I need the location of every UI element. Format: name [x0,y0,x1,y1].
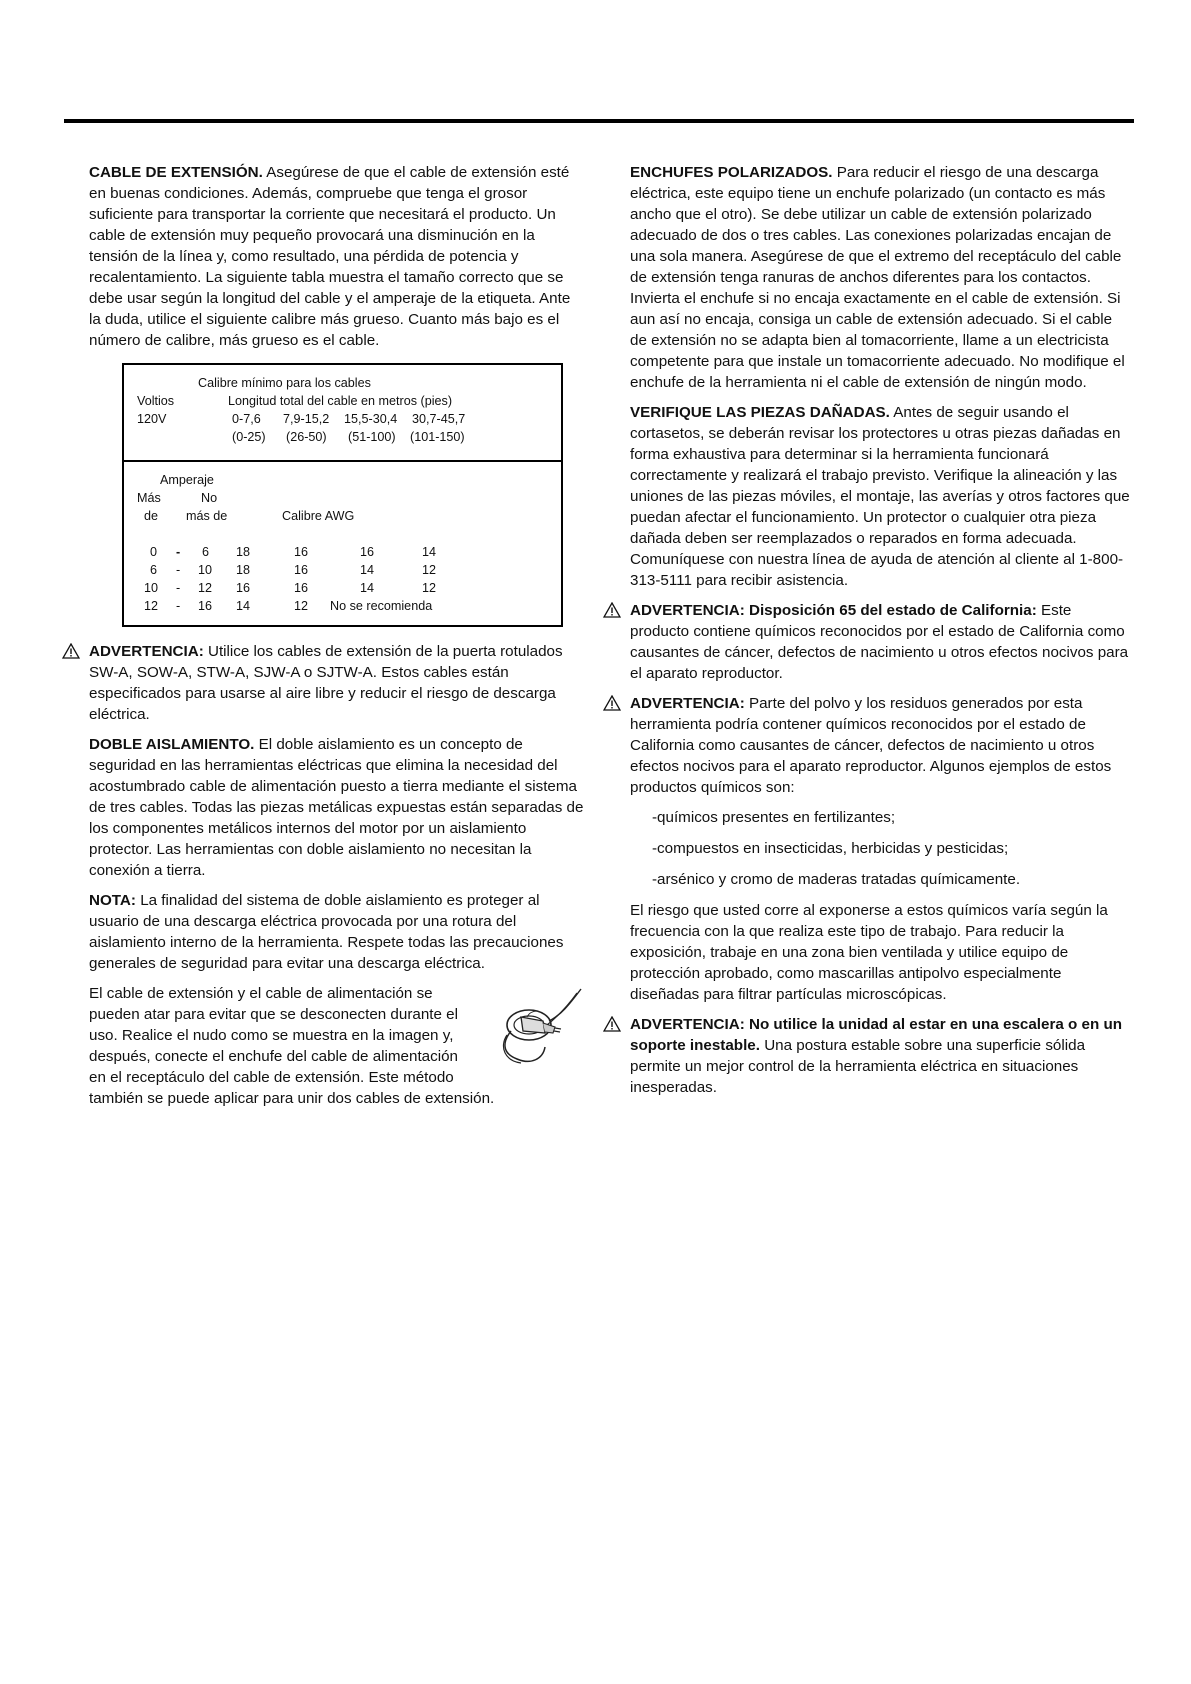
meters-range-4: 30,7-45,7 [412,412,466,426]
warning-title: ADVERTENCIA: [630,695,745,712]
warning-icon [603,602,621,618]
right-column [630,162,1132,1107]
exposure-risk-paragraph: El riesgo que usted corre al exponerse a estos químicos varía según la frecuencia con la que realiza este tipo de trabajo. Para reducir la exposición, trabaje en una zona bien ventilada y utilice equipo de protección aprobado, como mascarillas antipolvo especialmente diseñadas para filtrar partículas microscópicas. [630,902,1108,1003]
length-label: Longitud total del cable en metros (pies) [228,394,453,408]
list-item: -químicos presentes en fertilizantes; [652,809,896,826]
de-label: de [144,509,159,523]
warning-prop65: ADVERTENCIA: Disposición 65 del estado de California: Este producto contiene químicos reconocidos por el estado de California como causantes de cáncer, defectos de nacimiento u otros efectos nocivos para el aparato reproductor. [630,600,1132,684]
extension-cord-title: CABLE DE EXTENSIÓN. [89,164,263,181]
wire-gauge-table [122,363,563,627]
warning-ladder: ADVERTENCIA: No utilice la unidad al estar en una escalera o en un soporte inestable. Una postura estable sobre una superficie sólida permite un mejor control de la herramienta eléctrica en situaciones inesperadas. [630,1014,1132,1098]
warning-icon [62,643,80,659]
header-rule [64,119,1134,123]
amperage-label: Amperaje [160,473,214,487]
damaged-parts-paragraph: VERIFIQUE LAS PIEZAS DAÑADAS. Antes de seguir usando el cortasetos, se deberán revisar los protectores u otras piezas dañadas en forma exhaustiva para determinar si la herramienta funcionará correctamente y realizará el trabajo previsto. Verifique la alineación y las uniones de las piezas móviles, el montaje, las averías y otros factores que puedan afectar el funcionamiento. Un protector o cualquier otra pieza dañada deben ser reemplazados o reparados en forma adecuada. Comuníquese con nuestra línea de ayuda de atención al cliente al 1-800-313-5111 para recibir asistencia. [630,404,1130,589]
damaged-parts-title: VERIFIQUE LAS PIEZAS DAÑADAS. [630,404,890,421]
cord-knot-section [89,983,585,1109]
warning-icon [603,1016,621,1032]
cord-knot-paragraph: El cable de extensión y el cable de alimentación se pueden atar para evitar que se desconecten durante el uso. Realice el nudo como se muestra en la imagen y, después, conecte el enchufe del cable de alimentación en el receptáculo del cable de extensión. Este método también se puede aplicar para unir dos cables de extensión. [89,985,495,1107]
table-header [124,365,561,462]
volts-label: Voltios [137,394,175,408]
meters-range-3: 15,5-30,4 [344,412,398,426]
list-item: -compuestos en insecticidas, herbicidas y pesticidas; [652,840,1009,857]
left-column [89,162,585,1118]
meters-range-2: 7,9-15,2 [283,412,330,426]
list-item: -arsénico y cromo de maderas tratadas químicamente. [652,871,1021,888]
mas-de-label: más de [186,509,228,523]
polarized-plugs-title: ENCHUFES POLARIZADOS. [630,164,833,181]
warning-title: ADVERTENCIA: No utilice la unidad al estar en una escalera o en un soporte inestable. [630,1016,1123,1054]
more-than-label: Más [137,491,161,505]
warning-icon [603,695,621,711]
cord-knot-illustration [499,987,583,1069]
note-paragraph: NOTA: La finalidad del sistema de doble aislamiento es proteger al usuario de una descarga eléctrica provocada por una rotura del aislamiento interno de la herramienta. Respete todas las precauciones generales de seguridad para evitar una descarga eléctrica. [89,892,564,972]
polarized-plugs-paragraph: ENCHUFES POLARIZADOS. Para reducir el riesgo de una descarga eléctrica, este equipo tiene un enchufe polarizado (un contacto es más ancho que el otro). Se debe utilizar un cable de extensión polarizado adecuado de dos o tres cables. Las conexiones polarizadas encajan de una sola manera. Asegúrese de que el extremo del receptáculo del cable de extensión tenga ranuras de anchos diferentes para los contactos. Invierta el enchufe si no encaja exactamente en el cable de extensión. Si aun así no encaja, consiga un cable de extensión adecuado. Si el cable de extensión no se adapta bien al tomacorriente, llame a un electricista competente para que instale un tomacorriente adecuado. No modifique el enchufe de la herramienta ni el cable de extensión de ningún modo. [630,164,1125,391]
warning-dust: ADVERTENCIA: Parte del polvo y los residuos generados por esta herramienta podría contener químicos reconocidos por el estado de California como causantes de cáncer, defectos de nacimiento u otros efectos nocivos para el aparato reproductor. Algunos ejemplos de estos productos químicos son: [630,693,1132,798]
feet-range-3: (51-100) [348,430,396,444]
double-insulation-title: DOBLE AISLAMIENTO. [89,736,255,753]
note-title: NOTA: [89,892,136,909]
table-heading: Calibre mínimo para los cables [198,376,371,390]
table-body: Amperaje Más No de más de Calibre AWG 0 - 6 18 16 16 14 6 - 10 18 16 14 12 10 - 12 16 16 14 12 12 - 16 14 12 No se recomienda [137,473,437,613]
double-insulation-paragraph: DOBLE AISLAMIENTO. El doble aislamiento es un concepto de seguridad en las herramientas eléctricas que elimina la necesidad del acostumbrado cable de alimentación puesto a tierra mediante el sistema de tres cables. Todas las piezas metálicas expuestas están separadas de los componentes metálicos internos del motor por un aislamiento protector. Las herramientas con doble aislamiento no necesitan la conexión a tierra. [89,736,584,879]
warning-cord-types: ADVERTENCIA: Utilice los cables de extensión de la puerta rotulados SW-A, SOW-A, STW-A, SJW-A o SJTW-A. Estos cables están especificados para usarse al aire libre y reducir el riesgo de descarga eléctrica. [89,641,585,725]
feet-range-2: (26-50) [286,430,327,444]
not-more-label: No [201,491,218,505]
warning-title: ADVERTENCIA: [89,643,204,660]
warning-title: ADVERTENCIA: Disposición 65 del estado de California: [630,602,1037,619]
extension-cord-paragraph: CABLE DE EXTENSIÓN. Asegúrese de que el cable de extensión esté en buenas condiciones. Además, compruebe que tenga el grosor suficiente para transportar la corriente que necesitará el producto. Un cable de extensión muy pequeño provocará una disminución en la tensión de la línea y, como resultado, una pérdida de potencia y recalentamiento. La siguiente tabla muestra el tamaño correcto que se debe usar según la longitud del cable y el amperaje de la etiqueta. Ante la duda, utilice el siguiente calibre más grueso. Cuanto más bajo es el número de calibre, más grueso es el cable. [89,164,571,349]
volts-value: 120V [137,412,167,426]
feet-range-4: (101-150) [410,430,465,444]
awg-label: Calibre AWG [282,509,355,523]
feet-range-1: (0-25) [232,430,266,444]
meters-range-1: 0-7,6 [232,412,261,426]
